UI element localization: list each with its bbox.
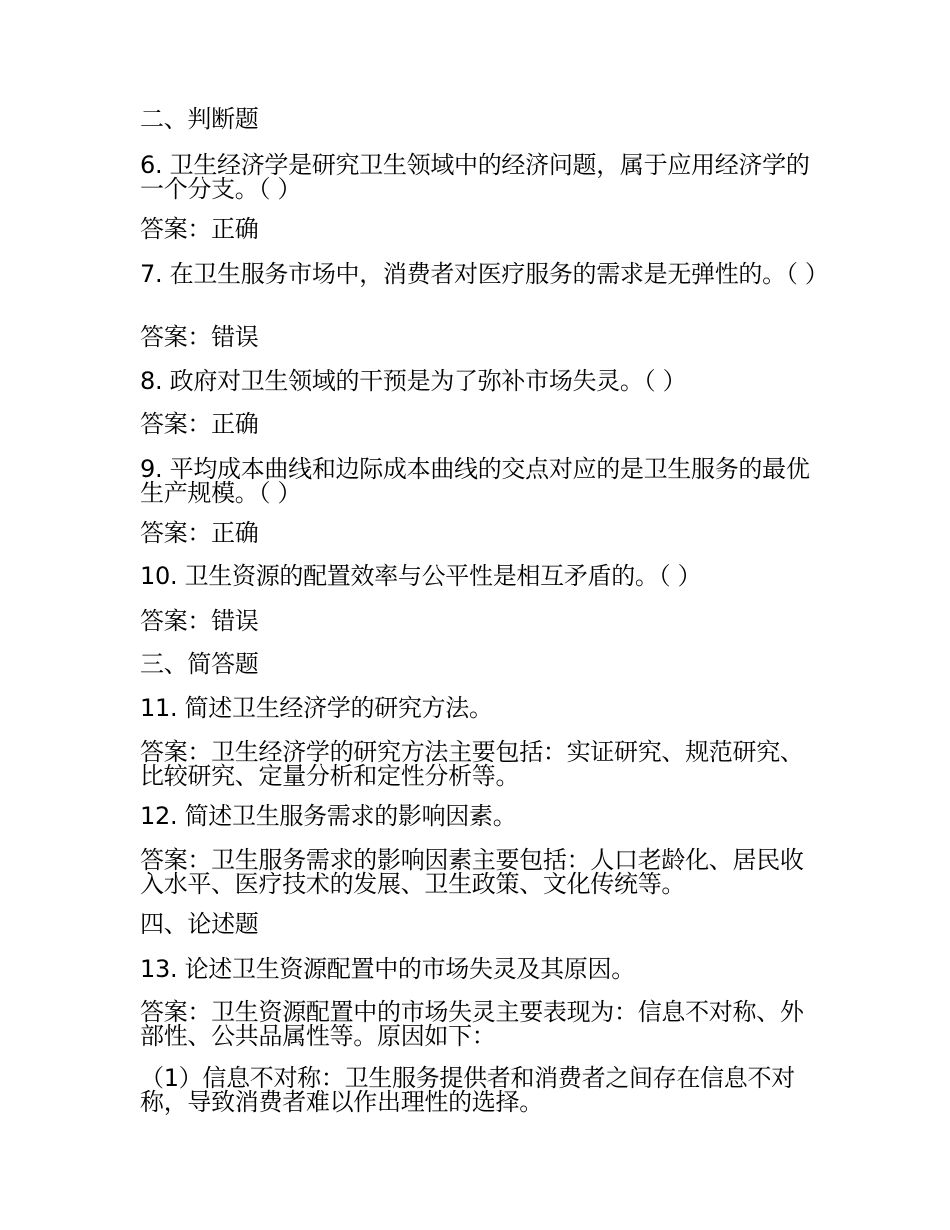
question-13: 13. 论述卫生资源配置中的市场失灵及其原因。 bbox=[140, 955, 635, 983]
question-11: 11. 简述卫生经济学的研究方法。 bbox=[140, 694, 493, 722]
question-8: 8. 政府对卫生领域的干预是为了弥补市场失灵。（ ） bbox=[140, 367, 687, 395]
answer-11: 答案：卫生经济学的研究方法主要包括：实证研究、规范研究、比较研究、定量分析和定性分析等。 bbox=[140, 738, 804, 790]
question-9: 9. 平均成本曲线和边际成本曲线的交点对应的是卫生服务的最优生产规模。（ ） bbox=[140, 455, 810, 507]
answer-7: 答案：错误 bbox=[140, 323, 259, 351]
question-7: 7. 在卫生服务市场中，消费者对医疗服务的需求是无弹性的。（ ） bbox=[140, 260, 829, 288]
section-heading-true-false: 二、判断题 bbox=[140, 105, 259, 133]
question-10: 10. 卫生资源的配置效率与公平性是相互矛盾的。（ ） bbox=[140, 562, 702, 590]
answer-10: 答案：错误 bbox=[140, 607, 259, 635]
question-12: 12. 简述卫生服务需求的影响因素。 bbox=[140, 802, 517, 830]
section-heading-short-answer: 三、简答题 bbox=[140, 650, 259, 678]
answer-9: 答案：正确 bbox=[140, 519, 259, 547]
answer-13-point-1: （1）信息不对称：卫生服务提供者和消费者之间存在信息不对称，导致消费者难以作出理性的选择。 bbox=[140, 1064, 795, 1116]
answer-8: 答案：正确 bbox=[140, 410, 259, 438]
answer-13: 答案：卫生资源配置中的市场失灵主要表现为：信息不对称、外部性、公共品属性等。原因如下： bbox=[140, 998, 804, 1050]
question-6: 6. 卫生经济学是研究卫生领域中的经济问题，属于应用经济学的一个分支。（ ） bbox=[140, 151, 810, 203]
answer-6: 答案：正确 bbox=[140, 215, 259, 243]
answer-12: 答案：卫生服务需求的影响因素主要包括：人口老龄化、居民收入水平、医疗技术的发展、卫生政策、文化传统等。 bbox=[140, 846, 804, 898]
section-heading-essay: 四、论述题 bbox=[140, 910, 259, 938]
